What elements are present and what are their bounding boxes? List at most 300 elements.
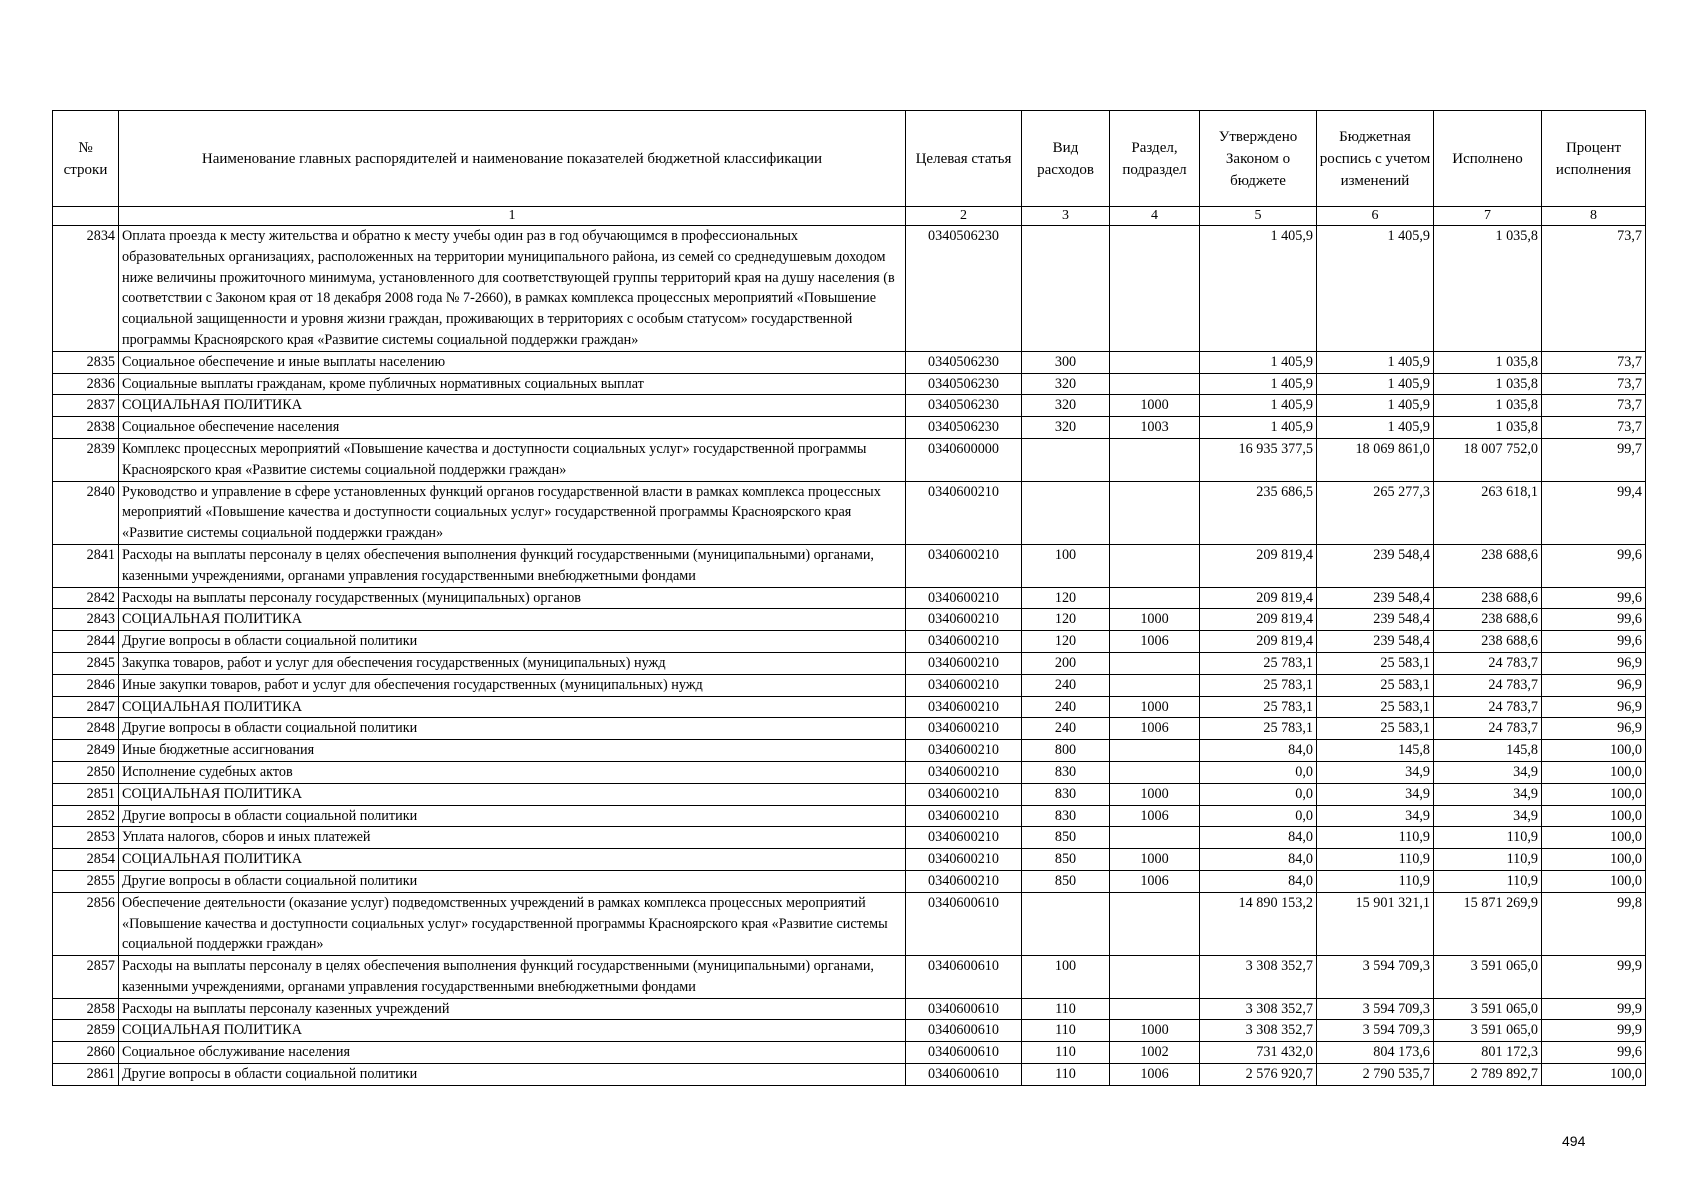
row-number: 2839 <box>53 438 119 481</box>
row-section: 1002 <box>1110 1042 1200 1064</box>
row-section: 1006 <box>1110 631 1200 653</box>
row-approved: 1 405,9 <box>1200 417 1317 439</box>
table-row <box>53 718 1646 740</box>
row-expense-type: 240 <box>1022 718 1110 740</box>
row-expense-type: 120 <box>1022 631 1110 653</box>
column-number-row <box>53 207 1646 226</box>
row-expense-type: 800 <box>1022 740 1110 762</box>
table-row <box>53 1064 1646 1086</box>
row-section: 1000 <box>1110 609 1200 631</box>
row-percent: 96,9 <box>1542 718 1646 740</box>
row-expense-type: 830 <box>1022 783 1110 805</box>
row-percent: 99,6 <box>1542 587 1646 609</box>
row-section: 1006 <box>1110 870 1200 892</box>
row-number: 2837 <box>53 395 119 417</box>
table-row <box>53 870 1646 892</box>
row-section <box>1110 544 1200 587</box>
row-revised: 239 548,4 <box>1317 587 1434 609</box>
header-percent: Процент исполнения <box>1542 111 1646 207</box>
row-target-article: 0340506230 <box>906 395 1022 417</box>
row-section <box>1110 674 1200 696</box>
row-target-article: 0340506230 <box>906 373 1022 395</box>
row-approved: 1 405,9 <box>1200 395 1317 417</box>
row-executed: 34,9 <box>1434 783 1542 805</box>
row-name: Социальные выплаты гражданам, кроме публичных нормативных социальных выплат <box>119 373 906 395</box>
table-header <box>53 111 1646 226</box>
header-name: Наименование главных распорядителей и наименование показателей бюджетной классификации <box>119 111 906 207</box>
row-revised: 145,8 <box>1317 740 1434 762</box>
row-expense-type: 200 <box>1022 652 1110 674</box>
row-executed: 1 035,8 <box>1434 226 1542 352</box>
row-executed: 3 591 065,0 <box>1434 998 1542 1020</box>
row-percent: 100,0 <box>1542 1064 1646 1086</box>
row-executed: 110,9 <box>1434 849 1542 871</box>
row-percent: 100,0 <box>1542 783 1646 805</box>
row-name: Социальное обслуживание населения <box>119 1042 906 1064</box>
row-approved: 209 819,4 <box>1200 609 1317 631</box>
row-percent: 100,0 <box>1542 761 1646 783</box>
row-section: 1006 <box>1110 805 1200 827</box>
row-revised: 1 405,9 <box>1317 351 1434 373</box>
table-row <box>53 1020 1646 1042</box>
row-number: 2836 <box>53 373 119 395</box>
row-number: 2861 <box>53 1064 119 1086</box>
row-target-article: 0340600210 <box>906 849 1022 871</box>
row-revised: 804 173,6 <box>1317 1042 1434 1064</box>
row-target-article: 0340600610 <box>906 998 1022 1020</box>
column-number: 2 <box>906 207 1022 226</box>
row-name: Расходы на выплаты персоналу казенных учреждений <box>119 998 906 1020</box>
row-executed: 110,9 <box>1434 827 1542 849</box>
row-section: 1000 <box>1110 395 1200 417</box>
row-executed: 15 871 269,9 <box>1434 892 1542 955</box>
row-number: 2838 <box>53 417 119 439</box>
row-name: СОЦИАЛЬНАЯ ПОЛИТИКА <box>119 395 906 417</box>
row-executed: 1 035,8 <box>1434 373 1542 395</box>
row-approved: 16 935 377,5 <box>1200 438 1317 481</box>
row-section: 1000 <box>1110 849 1200 871</box>
column-number: 7 <box>1434 207 1542 226</box>
row-number: 2850 <box>53 761 119 783</box>
row-name: Исполнение судебных актов <box>119 761 906 783</box>
row-section: 1000 <box>1110 1020 1200 1042</box>
row-percent: 100,0 <box>1542 805 1646 827</box>
row-revised: 25 583,1 <box>1317 674 1434 696</box>
row-name: Другие вопросы в области социальной политики <box>119 1064 906 1086</box>
row-target-article: 0340506230 <box>906 226 1022 352</box>
row-executed: 18 007 752,0 <box>1434 438 1542 481</box>
row-number: 2858 <box>53 998 119 1020</box>
row-approved: 25 783,1 <box>1200 718 1317 740</box>
row-target-article: 0340600210 <box>906 870 1022 892</box>
row-revised: 1 405,9 <box>1317 395 1434 417</box>
table-row <box>53 481 1646 544</box>
row-revised: 25 583,1 <box>1317 696 1434 718</box>
row-number: 2840 <box>53 481 119 544</box>
table-row <box>53 395 1646 417</box>
row-name: СОЦИАЛЬНАЯ ПОЛИТИКА <box>119 1020 906 1042</box>
header-executed: Исполнено <box>1434 111 1542 207</box>
row-approved: 84,0 <box>1200 827 1317 849</box>
row-section: 1000 <box>1110 696 1200 718</box>
row-executed: 1 035,8 <box>1434 395 1542 417</box>
row-approved: 14 890 153,2 <box>1200 892 1317 955</box>
row-name: СОЦИАЛЬНАЯ ПОЛИТИКА <box>119 609 906 631</box>
row-name: Другие вопросы в области социальной политики <box>119 718 906 740</box>
row-expense-type <box>1022 892 1110 955</box>
table-row <box>53 827 1646 849</box>
row-name: Руководство и управление в сфере установленных функций органов государственной власти в рамках комплекса процессных мероприятий «Повышение качества и доступности социальных услуг» государственной программы Красноярского края «Развитие системы социальной поддержки граждан» <box>119 481 906 544</box>
table-row <box>53 740 1646 762</box>
table-row <box>53 761 1646 783</box>
row-name: Расходы на выплаты персоналу государственных (муниципальных) органов <box>119 587 906 609</box>
row-revised: 1 405,9 <box>1317 226 1434 352</box>
row-number: 2848 <box>53 718 119 740</box>
row-target-article: 0340600210 <box>906 718 1022 740</box>
row-target-article: 0340600610 <box>906 1042 1022 1064</box>
row-expense-type <box>1022 226 1110 352</box>
row-revised: 239 548,4 <box>1317 631 1434 653</box>
row-executed: 24 783,7 <box>1434 674 1542 696</box>
row-executed: 1 035,8 <box>1434 417 1542 439</box>
row-executed: 34,9 <box>1434 761 1542 783</box>
table-row <box>53 892 1646 955</box>
row-name: СОЦИАЛЬНАЯ ПОЛИТИКА <box>119 783 906 805</box>
row-number: 2852 <box>53 805 119 827</box>
column-number: 3 <box>1022 207 1110 226</box>
row-approved: 2 576 920,7 <box>1200 1064 1317 1086</box>
row-percent: 99,9 <box>1542 998 1646 1020</box>
row-section <box>1110 761 1200 783</box>
row-number: 2854 <box>53 849 119 871</box>
row-percent: 73,7 <box>1542 226 1646 352</box>
row-number: 2835 <box>53 351 119 373</box>
table-row <box>53 226 1646 352</box>
table-row <box>53 849 1646 871</box>
row-name: Другие вопросы в области социальной политики <box>119 870 906 892</box>
column-number: 1 <box>119 207 906 226</box>
row-approved: 3 308 352,7 <box>1200 956 1317 999</box>
row-percent: 73,7 <box>1542 373 1646 395</box>
row-section <box>1110 226 1200 352</box>
row-number: 2847 <box>53 696 119 718</box>
row-percent: 99,6 <box>1542 544 1646 587</box>
row-revised: 2 790 535,7 <box>1317 1064 1434 1086</box>
row-percent: 100,0 <box>1542 849 1646 871</box>
row-revised: 239 548,4 <box>1317 609 1434 631</box>
row-name: Другие вопросы в области социальной политики <box>119 805 906 827</box>
header-target-article: Целевая статья <box>906 111 1022 207</box>
row-expense-type: 100 <box>1022 956 1110 999</box>
row-expense-type <box>1022 438 1110 481</box>
row-approved: 0,0 <box>1200 783 1317 805</box>
row-percent: 100,0 <box>1542 870 1646 892</box>
row-approved: 0,0 <box>1200 761 1317 783</box>
row-name: Иные закупки товаров, работ и услуг для обеспечения государственных (муниципальных) нужд <box>119 674 906 696</box>
table-row <box>53 674 1646 696</box>
row-target-article: 0340600210 <box>906 544 1022 587</box>
row-target-article: 0340600000 <box>906 438 1022 481</box>
row-revised: 110,9 <box>1317 827 1434 849</box>
row-approved: 84,0 <box>1200 870 1317 892</box>
row-approved: 209 819,4 <box>1200 544 1317 587</box>
row-revised: 1 405,9 <box>1317 373 1434 395</box>
row-percent: 99,6 <box>1542 1042 1646 1064</box>
row-percent: 96,9 <box>1542 674 1646 696</box>
row-number: 2846 <box>53 674 119 696</box>
row-percent: 99,6 <box>1542 631 1646 653</box>
budget-execution-table <box>52 110 1646 1086</box>
row-executed: 238 688,6 <box>1434 609 1542 631</box>
row-approved: 1 405,9 <box>1200 373 1317 395</box>
row-expense-type: 850 <box>1022 827 1110 849</box>
table-row <box>53 631 1646 653</box>
row-revised: 265 277,3 <box>1317 481 1434 544</box>
row-expense-type: 100 <box>1022 544 1110 587</box>
table-row <box>53 438 1646 481</box>
row-section <box>1110 587 1200 609</box>
row-revised: 15 901 321,1 <box>1317 892 1434 955</box>
row-name: СОЦИАЛЬНАЯ ПОЛИТИКА <box>119 849 906 871</box>
row-percent: 73,7 <box>1542 395 1646 417</box>
row-approved: 84,0 <box>1200 740 1317 762</box>
row-number: 2834 <box>53 226 119 352</box>
column-number: 6 <box>1317 207 1434 226</box>
row-expense-type: 120 <box>1022 609 1110 631</box>
header-section: Раздел, подраздел <box>1110 111 1200 207</box>
row-target-article: 0340600610 <box>906 956 1022 999</box>
row-executed: 110,9 <box>1434 870 1542 892</box>
row-expense-type: 320 <box>1022 373 1110 395</box>
table-row <box>53 956 1646 999</box>
row-executed: 1 035,8 <box>1434 351 1542 373</box>
row-expense-type: 110 <box>1022 998 1110 1020</box>
row-approved: 209 819,4 <box>1200 587 1317 609</box>
row-approved: 209 819,4 <box>1200 631 1317 653</box>
row-target-article: 0340600210 <box>906 609 1022 631</box>
row-executed: 3 591 065,0 <box>1434 956 1542 999</box>
row-expense-type <box>1022 481 1110 544</box>
page-number: 494 <box>1562 1133 1586 1149</box>
row-expense-type: 110 <box>1022 1020 1110 1042</box>
row-target-article: 0340600610 <box>906 892 1022 955</box>
row-number: 2859 <box>53 1020 119 1042</box>
row-target-article: 0340600210 <box>906 674 1022 696</box>
row-revised: 3 594 709,3 <box>1317 998 1434 1020</box>
row-percent: 99,9 <box>1542 1020 1646 1042</box>
column-number: 8 <box>1542 207 1646 226</box>
row-executed: 238 688,6 <box>1434 631 1542 653</box>
row-percent: 100,0 <box>1542 740 1646 762</box>
row-number: 2844 <box>53 631 119 653</box>
row-percent: 99,9 <box>1542 956 1646 999</box>
row-approved: 25 783,1 <box>1200 652 1317 674</box>
row-target-article: 0340600210 <box>906 783 1022 805</box>
row-revised: 25 583,1 <box>1317 718 1434 740</box>
row-target-article: 0340600610 <box>906 1064 1022 1086</box>
row-percent: 99,4 <box>1542 481 1646 544</box>
row-approved: 731 432,0 <box>1200 1042 1317 1064</box>
row-name: СОЦИАЛЬНАЯ ПОЛИТИКА <box>119 696 906 718</box>
row-number: 2853 <box>53 827 119 849</box>
table-row <box>53 609 1646 631</box>
row-approved: 3 308 352,7 <box>1200 1020 1317 1042</box>
row-section: 1006 <box>1110 1064 1200 1086</box>
row-target-article: 0340600210 <box>906 740 1022 762</box>
row-expense-type: 320 <box>1022 417 1110 439</box>
row-number: 2856 <box>53 892 119 955</box>
row-executed: 34,9 <box>1434 805 1542 827</box>
row-section: 1000 <box>1110 783 1200 805</box>
row-percent: 73,7 <box>1542 417 1646 439</box>
row-number: 2843 <box>53 609 119 631</box>
row-name: Комплекс процессных мероприятий «Повышение качества и доступности социальных услуг» государственной программы Красноярского края «Развитие системы социальной поддержки граждан» <box>119 438 906 481</box>
table-row <box>53 998 1646 1020</box>
row-expense-type: 850 <box>1022 870 1110 892</box>
row-percent: 99,7 <box>1542 438 1646 481</box>
table-row <box>53 417 1646 439</box>
row-target-article: 0340600210 <box>906 587 1022 609</box>
row-approved: 25 783,1 <box>1200 696 1317 718</box>
table-row <box>53 351 1646 373</box>
row-number: 2860 <box>53 1042 119 1064</box>
row-percent: 96,9 <box>1542 652 1646 674</box>
row-expense-type: 850 <box>1022 849 1110 871</box>
row-approved: 25 783,1 <box>1200 674 1317 696</box>
row-approved: 1 405,9 <box>1200 351 1317 373</box>
row-executed: 24 783,7 <box>1434 718 1542 740</box>
row-number: 2855 <box>53 870 119 892</box>
row-expense-type: 110 <box>1022 1064 1110 1086</box>
row-revised: 25 583,1 <box>1317 652 1434 674</box>
row-approved: 1 405,9 <box>1200 226 1317 352</box>
row-revised: 34,9 <box>1317 761 1434 783</box>
row-revised: 110,9 <box>1317 870 1434 892</box>
row-number: 2849 <box>53 740 119 762</box>
row-target-article: 0340600210 <box>906 761 1022 783</box>
row-executed: 238 688,6 <box>1434 587 1542 609</box>
row-section <box>1110 998 1200 1020</box>
row-executed: 3 591 065,0 <box>1434 1020 1542 1042</box>
table-row <box>53 805 1646 827</box>
row-target-article: 0340600210 <box>906 631 1022 653</box>
header-expense-type: Вид расходов <box>1022 111 1110 207</box>
row-expense-type: 120 <box>1022 587 1110 609</box>
header-revised: Бюджетная роспись с учетом изменений <box>1317 111 1434 207</box>
header-approved: Утверждено Законом о бюджете <box>1200 111 1317 207</box>
row-target-article: 0340600210 <box>906 652 1022 674</box>
row-percent: 99,8 <box>1542 892 1646 955</box>
header-row-no: № строки <box>53 111 119 207</box>
row-name: Закупка товаров, работ и услуг для обеспечения государственных (муниципальных) нужд <box>119 652 906 674</box>
row-percent: 96,9 <box>1542 696 1646 718</box>
row-number: 2857 <box>53 956 119 999</box>
row-revised: 1 405,9 <box>1317 417 1434 439</box>
row-executed: 145,8 <box>1434 740 1542 762</box>
row-section <box>1110 892 1200 955</box>
row-number: 2851 <box>53 783 119 805</box>
row-expense-type: 110 <box>1022 1042 1110 1064</box>
row-name: Расходы на выплаты персоналу в целях обеспечения выполнения функций государственными (муниципальными) органами, казенными учреждениями, органами управления государственными внебюджетными фондами <box>119 544 906 587</box>
table-row <box>53 587 1646 609</box>
column-number-blank <box>53 207 119 226</box>
row-name: Иные бюджетные ассигнования <box>119 740 906 762</box>
row-target-article: 0340600210 <box>906 827 1022 849</box>
row-executed: 801 172,3 <box>1434 1042 1542 1064</box>
row-percent: 99,6 <box>1542 609 1646 631</box>
row-executed: 238 688,6 <box>1434 544 1542 587</box>
row-target-article: 0340600210 <box>906 481 1022 544</box>
row-revised: 239 548,4 <box>1317 544 1434 587</box>
row-number: 2845 <box>53 652 119 674</box>
table-row <box>53 373 1646 395</box>
row-name: Другие вопросы в области социальной политики <box>119 631 906 653</box>
row-name: Социальное обеспечение населения <box>119 417 906 439</box>
row-expense-type: 830 <box>1022 761 1110 783</box>
table-row <box>53 783 1646 805</box>
row-expense-type: 300 <box>1022 351 1110 373</box>
row-target-article: 0340506230 <box>906 417 1022 439</box>
table-row <box>53 696 1646 718</box>
row-section <box>1110 740 1200 762</box>
row-expense-type: 320 <box>1022 395 1110 417</box>
row-percent: 100,0 <box>1542 827 1646 849</box>
row-section <box>1110 351 1200 373</box>
row-number: 2841 <box>53 544 119 587</box>
row-approved: 3 308 352,7 <box>1200 998 1317 1020</box>
row-revised: 110,9 <box>1317 849 1434 871</box>
row-section <box>1110 438 1200 481</box>
row-revised: 34,9 <box>1317 783 1434 805</box>
row-section <box>1110 481 1200 544</box>
row-target-article: 0340600210 <box>906 696 1022 718</box>
row-approved: 0,0 <box>1200 805 1317 827</box>
row-executed: 24 783,7 <box>1434 696 1542 718</box>
row-approved: 235 686,5 <box>1200 481 1317 544</box>
row-name: Социальное обеспечение и иные выплаты населению <box>119 351 906 373</box>
row-target-article: 0340600610 <box>906 1020 1022 1042</box>
table-row <box>53 544 1646 587</box>
row-name: Обеспечение деятельности (оказание услуг) подведомственных учреждений в рамках комплекса процессных мероприятий «Повышение качества и доступности социальных услуг» государственной программы Красноярского края «Развитие системы социальной поддержки граждан» <box>119 892 906 955</box>
row-target-article: 0340600210 <box>906 805 1022 827</box>
row-revised: 3 594 709,3 <box>1317 956 1434 999</box>
row-section <box>1110 827 1200 849</box>
row-approved: 84,0 <box>1200 849 1317 871</box>
row-executed: 24 783,7 <box>1434 652 1542 674</box>
row-name: Оплата проезда к месту жительства и обратно к месту учебы один раз в год обучающимся в профессиональных образовательных организациях, расположенных на территории муниципального района, из семей со среднедушевым доходом ниже величины прожиточного минимума, установленного для соответствующей группы территорий края на душу населения (в соответствии с Законом края от 18 декабря 2008 года № 7-2660), в рамках комплекса процессных мероприятий «Повышение социальной защищенности и уровня жизни граждан, проживающих в территориях с особым статусом» государственной программы Красноярского края «Развитие системы социальной поддержки граждан» <box>119 226 906 352</box>
table-row <box>53 1042 1646 1064</box>
row-section <box>1110 956 1200 999</box>
row-number: 2842 <box>53 587 119 609</box>
row-section: 1006 <box>1110 718 1200 740</box>
row-percent: 73,7 <box>1542 351 1646 373</box>
column-number: 5 <box>1200 207 1317 226</box>
row-target-article: 0340506230 <box>906 351 1022 373</box>
row-name: Расходы на выплаты персоналу в целях обеспечения выполнения функций государственными (муниципальными) органами, казенными учреждениями, органами управления государственными внебюджетными фондами <box>119 956 906 999</box>
row-expense-type: 240 <box>1022 674 1110 696</box>
row-name: Уплата налогов, сборов и иных платежей <box>119 827 906 849</box>
row-expense-type: 240 <box>1022 696 1110 718</box>
row-revised: 3 594 709,3 <box>1317 1020 1434 1042</box>
table-body <box>53 226 1646 1086</box>
row-executed: 263 618,1 <box>1434 481 1542 544</box>
row-section <box>1110 373 1200 395</box>
row-expense-type: 830 <box>1022 805 1110 827</box>
row-section: 1003 <box>1110 417 1200 439</box>
row-section <box>1110 652 1200 674</box>
row-revised: 34,9 <box>1317 805 1434 827</box>
table-row <box>53 652 1646 674</box>
